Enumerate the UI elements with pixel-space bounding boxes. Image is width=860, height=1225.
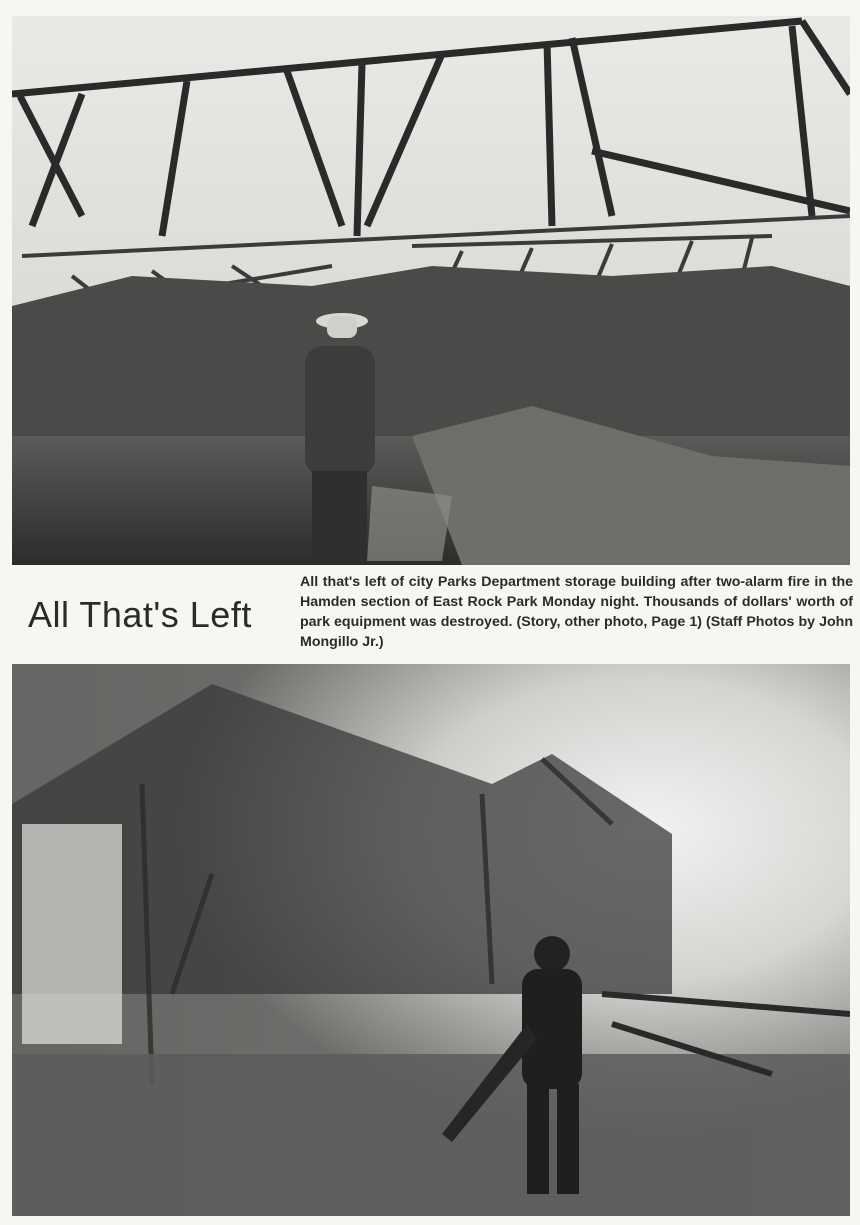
ruins-photo (12, 16, 850, 565)
photo-caption: All that's left of city Parks Department storage building after two-alarm fire in the Hamden section of East Rock Park Monday night. Thousands of dollars' worth of park equipment was destroyed. (Story, other photo, Page 1) (Staff Photos by John Mongillo Jr.) (300, 574, 853, 650)
headline: All That's Left (28, 594, 252, 635)
ruins-photo-graphic (12, 16, 850, 565)
fire-photo-graphic (12, 664, 850, 1216)
fire-photo (12, 664, 850, 1216)
